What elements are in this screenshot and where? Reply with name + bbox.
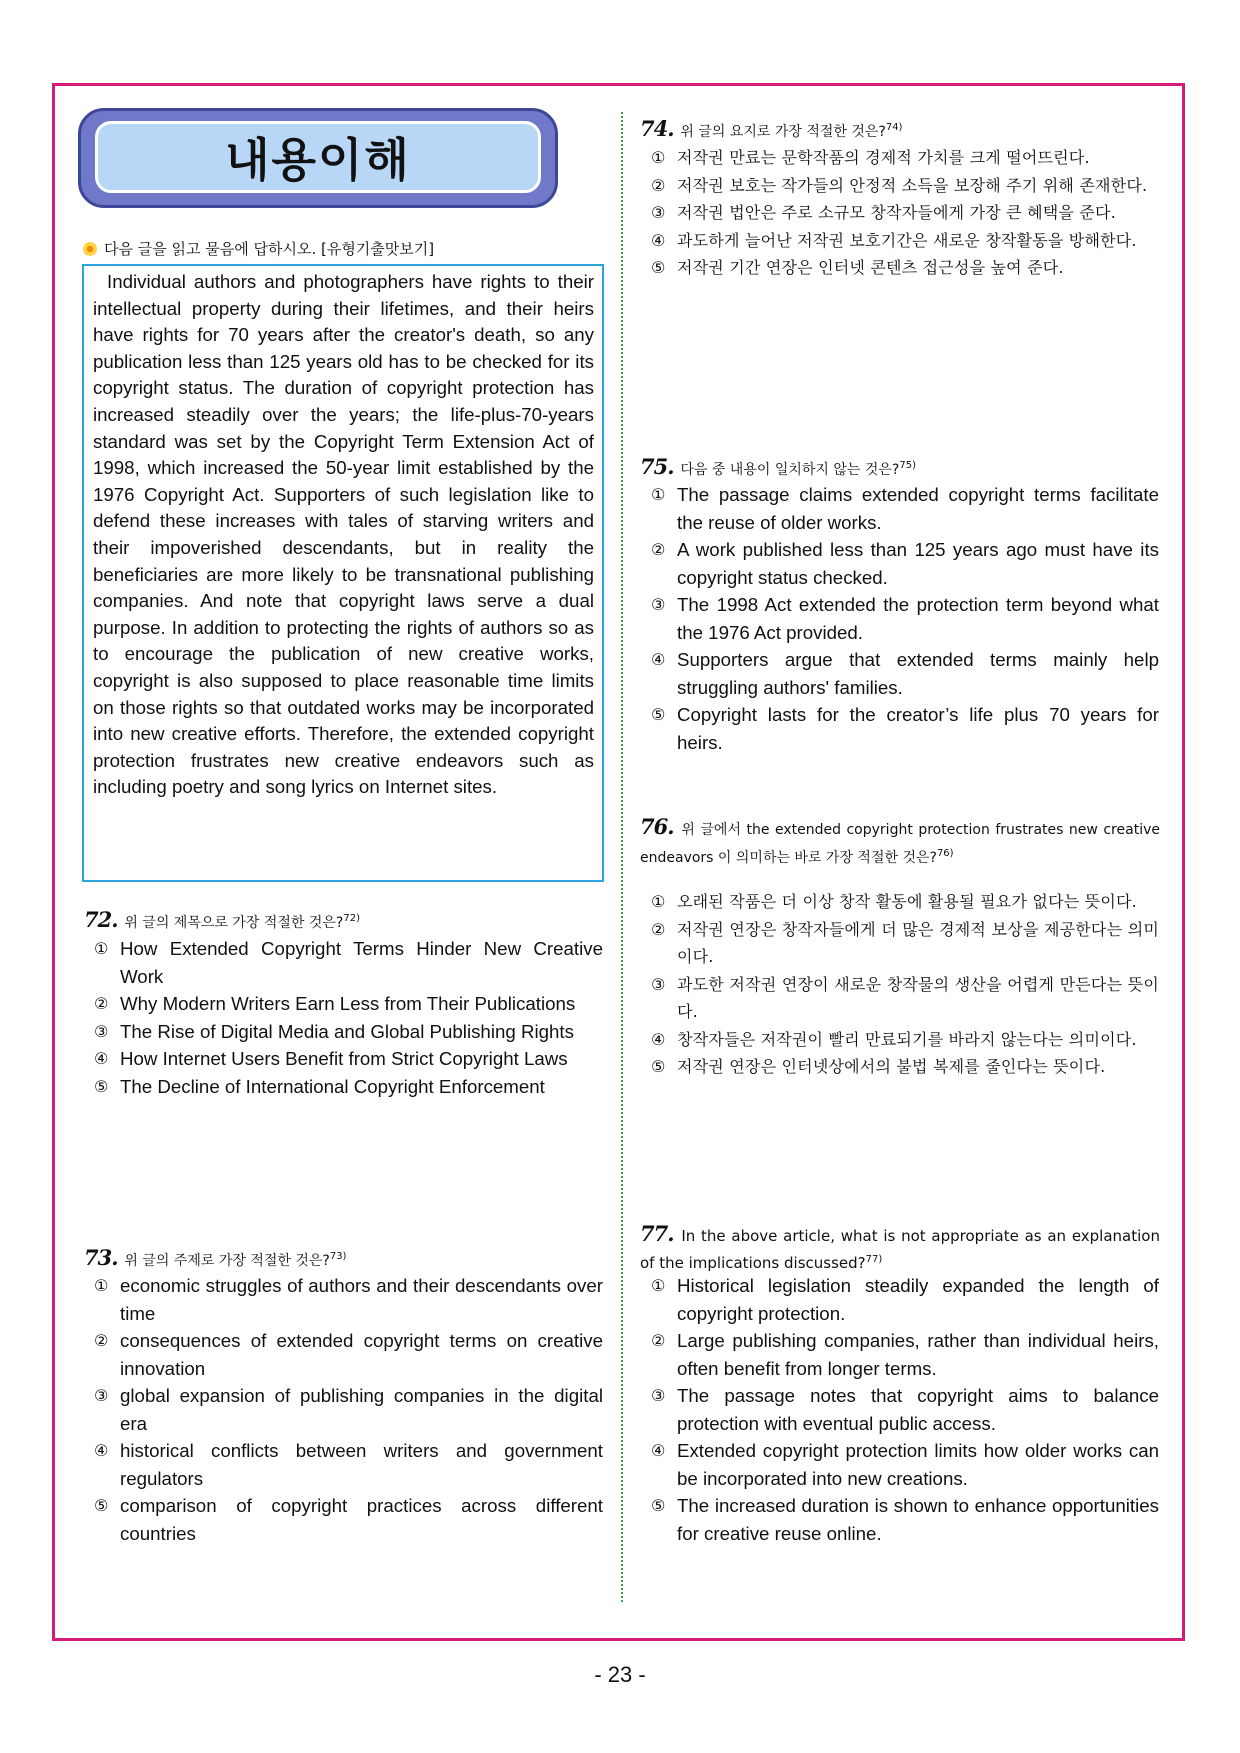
- question-number: 73.: [84, 1245, 118, 1270]
- option-mark: ④: [94, 1441, 109, 1460]
- question-text: 위 글의 요지로 가장 적절한 것은?: [680, 124, 886, 140]
- question-text: 위 글의 주제로 가장 적절한 것은?: [124, 1253, 330, 1269]
- option-mark: ②: [651, 540, 666, 559]
- option-text: The passage claims extended copyright terms facilitate the reuse of older works.: [677, 484, 1159, 533]
- option-text: How Internet Users Benefit from Strict Copyright Laws: [120, 1048, 568, 1069]
- question-75-stem: [640, 454, 1160, 482]
- option[interactable]: [92, 1272, 603, 1327]
- section-title-banner: [78, 108, 558, 208]
- question-74-options: [649, 144, 1159, 282]
- option-mark: ①: [651, 1276, 666, 1295]
- question-number: 76.: [640, 814, 674, 839]
- column-divider: [621, 112, 623, 1602]
- option[interactable]: [92, 1327, 603, 1382]
- option[interactable]: [649, 199, 1159, 227]
- option[interactable]: [92, 1018, 603, 1046]
- option-text: historical conflicts between writers and government regulators: [120, 1440, 603, 1489]
- option-mark: ④: [94, 1049, 109, 1068]
- option[interactable]: [92, 1073, 603, 1101]
- option-mark: ⑤: [94, 1076, 109, 1096]
- option-text: A work published less than 125 years ago must have its copyright status checked.: [677, 539, 1159, 588]
- option-text: 오래된 작품은 더 이상 창작 활동에 활용될 필요가 없다는 뜻이다.: [677, 892, 1137, 911]
- page-number: - 23 -: [594, 1662, 646, 1687]
- option-mark: ⑤: [651, 1496, 666, 1515]
- option-mark: ⑤: [651, 258, 666, 277]
- option[interactable]: [92, 1382, 603, 1437]
- option[interactable]: [649, 536, 1159, 591]
- option-mark: ②: [651, 1331, 666, 1350]
- question-73-stem: [84, 1245, 604, 1273]
- option-text: consequences of extended copyright terms on creative innovation: [120, 1330, 603, 1379]
- option-text: The increased duration is shown to enhance opportunities for creative reuse online.: [677, 1495, 1159, 1544]
- option[interactable]: [649, 1327, 1159, 1382]
- question-77-options: [649, 1272, 1159, 1547]
- option-mark: ①: [94, 939, 109, 958]
- question-76-options: [649, 888, 1159, 1081]
- question-76-stem: [640, 815, 1160, 870]
- option-mark: ①: [651, 485, 666, 504]
- option-mark: ①: [651, 892, 666, 911]
- option-text: 저작권 기간 연장은 인터넷 콘텐츠 접근성을 높여 준다.: [677, 258, 1064, 277]
- question-text: 위 글에서 the extended copyright protection frustrates new creative endeavors 이 의미하는 바로 가장 적절한 것은?: [640, 822, 1160, 866]
- option-text: The Rise of Digital Media and Global Publishing Rights: [120, 1020, 574, 1042]
- option-text: 저작권 연장은 인터넷상에서의 불법 복제를 줄인다는 뜻이다.: [677, 1057, 1106, 1076]
- option-mark: ③: [651, 595, 666, 614]
- footnote-ref: 72): [343, 913, 360, 924]
- footnote-ref: 76): [936, 848, 954, 859]
- option-mark: ④: [651, 1441, 666, 1460]
- question-number: 72.: [84, 907, 118, 932]
- question-number: 77.: [640, 1221, 674, 1246]
- option[interactable]: [649, 1492, 1159, 1547]
- option[interactable]: [649, 1053, 1159, 1081]
- instruction-text: 다음 글을 읽고 물음에 답하시오. [유형기출맛보기]: [104, 240, 435, 258]
- option-text: Large publishing companies, rather than individual heirs, often benefit from longer terms.: [677, 1330, 1159, 1379]
- reading-passage: Individual authors and photographers have rights to their intellectual property during their lifetimes, and their heirs have rights for 70 years after the creator's death, so any publication less than 125 years old has to be checked for its copyright status. The duration of copyright protection has increased steadily over the years; the life-plus-70-years standard was set by the Copyright Term Extension Act of 1998, which increased the 50-year limit established by the 1976 Copyright Act. Supporters of such legislation like to defend these increases with tales of starving writers and their impoverished descendants, but in reality the beneficiaries are more likely to be transnational publishing companies. And note that copyright laws serve a dual purpose. In addition to protecting the rights of authors so as to encourage the publication of new creative works, copyright is also supposed to place reasonable time limits on those rights so that outdated works may be incorporated into new creative efforts. Therefore, the extended copyright protection frustrates new creative endeavors such as including poetry and song lyrics on Internet sites.: [82, 264, 604, 882]
- option[interactable]: [92, 935, 603, 990]
- question-75-options: [649, 481, 1159, 756]
- option-text: Why Modern Writers Earn Less from Their Publications: [120, 993, 576, 1014]
- question-number: 75.: [640, 454, 674, 479]
- option-mark: ④: [651, 650, 666, 669]
- option-mark: ②: [94, 1331, 109, 1350]
- option-text: global expansion of publishing companies in the digital era: [120, 1385, 603, 1434]
- question-77-stem: [640, 1222, 1160, 1275]
- option[interactable]: [649, 481, 1159, 536]
- option[interactable]: [649, 1382, 1159, 1437]
- option-text: comparison of copyright practices across different countries: [120, 1495, 603, 1544]
- option-text: 과도한 저작권 연장이 새로운 창작물의 생산을 어렵게 만든다는 뜻이다.: [677, 974, 1159, 1021]
- option[interactable]: [649, 916, 1159, 971]
- question-73-options: [92, 1272, 603, 1547]
- option-text: 저작권 연장은 창작자들에게 더 많은 경제적 보상을 제공한다는 의미이다.: [677, 919, 1159, 966]
- question-number: 74.: [640, 116, 674, 141]
- option[interactable]: [92, 1492, 603, 1547]
- option-text: The Decline of International Copyright Enforcement: [120, 1075, 545, 1097]
- option-text: 저작권 만료는 문학작품의 경제적 가치를 크게 떨어뜨린다.: [677, 148, 1090, 167]
- option-mark: ①: [651, 148, 666, 167]
- option-mark: ①: [94, 1276, 109, 1295]
- option-text: The 1998 Act extended the protection term beyond what the 1976 Act provided.: [677, 594, 1159, 643]
- option-mark: ④: [651, 1029, 666, 1049]
- option[interactable]: [649, 971, 1159, 1026]
- option[interactable]: [649, 227, 1159, 255]
- option-mark: ③: [651, 974, 666, 994]
- option[interactable]: [649, 1026, 1159, 1054]
- option[interactable]: [649, 144, 1159, 172]
- footnote-ref: 77): [865, 1254, 883, 1265]
- question-text: 다음 중 내용이 일치하지 않는 것은?: [680, 462, 900, 478]
- option[interactable]: [649, 646, 1159, 701]
- option[interactable]: [649, 701, 1159, 756]
- option[interactable]: [649, 1272, 1159, 1327]
- option-text: Supporters argue that extended terms mainly help struggling authors' families.: [677, 649, 1159, 698]
- option-text: 과도하게 늘어난 저작권 보호기간은 새로운 창작활동을 방해한다.: [677, 230, 1137, 250]
- section-title-inner: [95, 121, 541, 193]
- option[interactable]: [92, 990, 603, 1018]
- option-text: economic struggles of authors and their descendants over time: [120, 1275, 603, 1324]
- option[interactable]: [649, 1437, 1159, 1492]
- section-title: 내용이해: [225, 133, 411, 187]
- option[interactable]: [92, 1045, 603, 1073]
- question-72-stem: [84, 907, 604, 935]
- option-text: 창작자들은 저작권이 빨리 만료되기를 바라지 않는다는 의미이다.: [677, 1029, 1137, 1049]
- option-mark: ②: [94, 994, 109, 1013]
- footnote-ref: 74): [885, 122, 903, 133]
- option-mark: ④: [651, 230, 666, 250]
- option-text: The passage notes that copyright aims to balance protection with eventual public access.: [677, 1385, 1159, 1434]
- option-text: Extended copyright protection limits how older works can be incorporated into new creations.: [677, 1440, 1159, 1489]
- option-text: Historical legislation steadily expanded the length of copyright protection.: [677, 1275, 1159, 1324]
- question-text: In the above article, what is not appropriate as an explanation of the implications discussed?: [640, 1227, 1160, 1272]
- option-mark: ⑤: [651, 1057, 666, 1076]
- option-mark: ③: [651, 203, 666, 222]
- footnote-ref: 73): [329, 1251, 347, 1262]
- option-mark: ②: [651, 919, 666, 939]
- option-text: How Extended Copyright Terms Hinder New Creative Work: [120, 938, 603, 987]
- option[interactable]: [649, 591, 1159, 646]
- option[interactable]: [649, 888, 1159, 916]
- question-74-stem: [640, 116, 1160, 144]
- question-text: 위 글의 제목으로 가장 적절한 것은?: [124, 915, 344, 931]
- option-mark: ③: [94, 1021, 109, 1041]
- option-mark: ⑤: [651, 705, 666, 724]
- option-mark: ⑤: [94, 1496, 109, 1515]
- option-mark: ②: [651, 175, 666, 195]
- footnote-ref: 75): [899, 460, 916, 471]
- option-text: Copyright lasts for the creator’s life plus 70 years for heirs.: [677, 704, 1159, 753]
- option-text: 저작권 보호는 작가들의 안정적 소득을 보장해 주기 위해 존재한다.: [677, 175, 1148, 195]
- question-72-options: [92, 935, 603, 1100]
- flower-icon: [82, 241, 98, 257]
- option[interactable]: [649, 172, 1159, 200]
- option[interactable]: [649, 254, 1159, 282]
- instruction: [82, 238, 434, 259]
- option[interactable]: [92, 1437, 603, 1492]
- option-text: 저작권 법안은 주로 소규모 창작자들에게 가장 큰 혜택을 준다.: [677, 203, 1116, 222]
- option-mark: ③: [651, 1386, 666, 1405]
- option-mark: ③: [94, 1386, 109, 1405]
